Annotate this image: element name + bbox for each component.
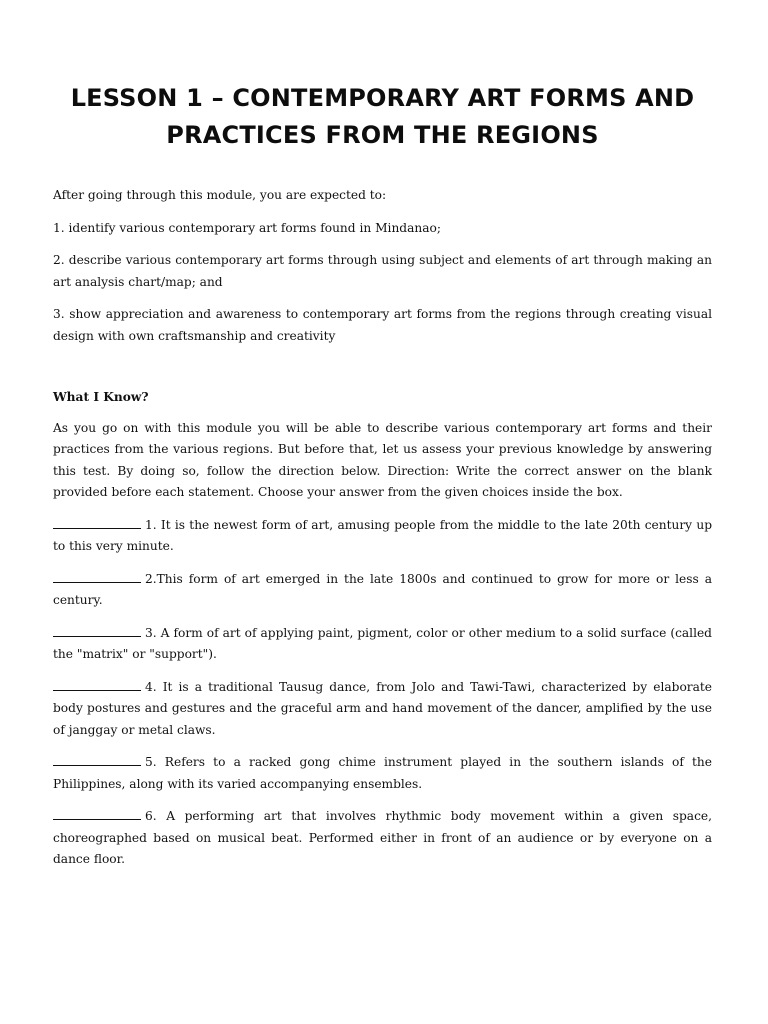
question-item-4	[53, 677, 712, 742]
objective-item-1: 1. identify various contemporary art forms found in Mindanao;	[53, 220, 441, 235]
question-text-6: 6. A performing art that involves rhythmic body movement within a given space, choreographed based on musical beat. Performed either in front of an audience or by everyone on a dance floor.	[53, 809, 712, 866]
question-text-2: 2.This form of art emerged in the late 1800s and continued to grow for more or less a century.	[53, 571, 712, 607]
question-item-1	[53, 515, 712, 558]
section-lead-paragraph: As you go on with this module you will be able to describe various contemporary art forms and their practices from the various regions. But before that, let us assess your previous knowledge by answering this test. By doing so, follow the direction below. Direction: Write the correct answer on the blank provided before each statement. Choose your answer from the given choices inside the box.	[53, 420, 712, 499]
question-text-3: 3. A form of art of applying paint, pigment, color or other medium to a solid surface (called the "matrix" or "support").	[53, 625, 712, 661]
question-text-4: 4. It is a traditional Tausug dance, from Jolo and Tawi-Tawi, characterized by elaborate body postures and gestures and the graceful arm and hand movement of the dancer, amplified by the use of janggay or metal claws.	[53, 679, 712, 737]
objective-item-2: 2. describe various contemporary art forms through using subject and elements of art through making an art analysis chart/map; and	[53, 253, 712, 289]
answer-blank-1[interactable]	[53, 516, 141, 529]
answer-blank-2[interactable]	[53, 570, 141, 583]
learning-objectives	[53, 185, 712, 347]
what-i-know-section	[53, 387, 712, 871]
question-text-1: 1. It is the newest form of art, amusing people from the middle to the late 20th century up to this very minute.	[53, 517, 712, 553]
answer-blank-6[interactable]	[53, 807, 141, 820]
section-heading: What I Know?	[53, 390, 149, 404]
objective-item-3: 3. show appreciation and awareness to contemporary art forms from the regions through creating visual design with own craftsmanship and creativity	[53, 307, 712, 343]
answer-blank-3[interactable]	[53, 624, 141, 637]
question-text-5: 5. Refers to a racked gong chime instrument played in the southern islands of the Philippines, along with its varied accompanying ensembles.	[53, 755, 712, 791]
question-item-2	[53, 569, 712, 612]
objectives-intro: After going through this module, you are expected to:	[53, 188, 387, 202]
question-item-3	[53, 623, 712, 666]
lesson-title-line-1: LESSON 1 – CONTEMPORARY ART FORMS AND	[70, 84, 695, 112]
document-page	[53, 0, 712, 882]
question-item-5	[53, 752, 712, 795]
lesson-title-line-2: PRACTICES FROM THE REGIONS	[166, 121, 599, 149]
answer-blank-5[interactable]	[53, 753, 141, 766]
answer-blank-4[interactable]	[53, 678, 141, 691]
question-item-6	[53, 806, 712, 871]
lesson-title	[53, 80, 712, 154]
